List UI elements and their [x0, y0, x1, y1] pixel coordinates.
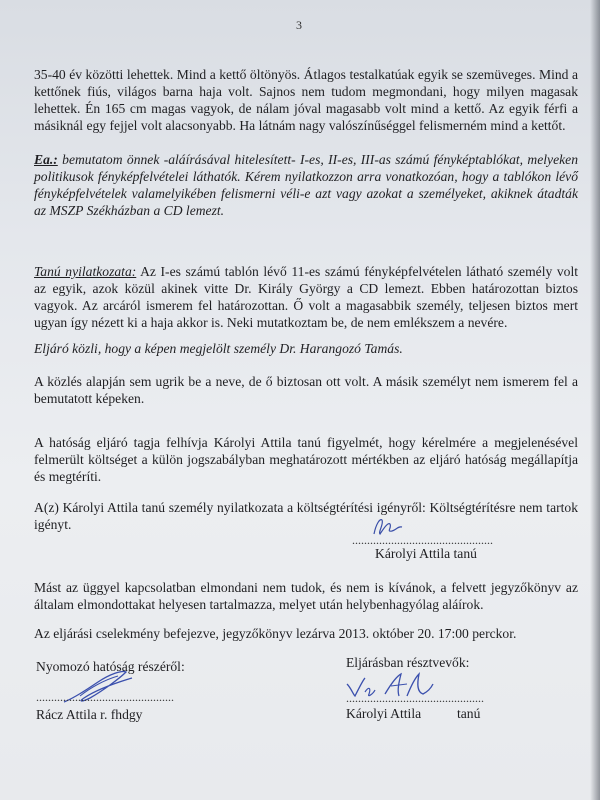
participants-heading: Eljárásban résztvevők:	[346, 655, 470, 670]
authority-heading: Nyomozó hatóság részéről:	[36, 659, 185, 674]
paragraph-description: 35-40 év közötti lehettek. Mind a kettő öltönyös. Átlagos testalkatúak egyik se szemüveges. Mind a kettőnek fiús, világos barna haja volt. Sajnos nem tudom megmondani, hogy milyen magasak lehettek. Én 165 cm magas vagyok, de nálam jóval magasabb volt mind a kettő. Az egyik férfi a másiknál egy fejjel volt alacsonyabb. Ha látnám nagy valószínűséggel felismerném mind a kettőt.	[34, 67, 578, 133]
paragraph-ea-question	[34, 151, 578, 219]
paragraph-witness-statement	[34, 263, 578, 331]
officer-name: Rácz Attila r. fhdgy	[36, 707, 143, 722]
paragraph-closing-statement: Mást az üggyel kapcsolatban elmondani nem tudok, és nem is kívánok, a felvett jegyzőkönyv az általam elmondottakat helyesen tartalmazza, melyet után helybenhagyólag aláírok.	[34, 580, 578, 612]
witness-name: Károlyi Attila tanú	[375, 546, 477, 561]
witness-statement-text: Az I-es számú tablón lévő 11-es számú fényképfelvételen látható személy volt az egyik, azok közül akinek vitte Dr. Király György a CD lemezt. Ebben határozottan biztos vagyok. Az arcáról ismerem fel határozottan. Ő volt a magasabbik személy, teljesen biztos mert ugyan így nézett ki a haja akkor is. Neki mutatkoztam be, de nem emlékszem a nevére.	[34, 264, 578, 330]
participant-signature-line: ..............................................	[346, 691, 484, 705]
ea-text: bemutatom önnek -aláírásával hitelesített- I-es, II-es, III-as számú fényképtablókat, melyeken politikusok fényképfelvételei láthatók. Kérem nyilatkozzon arra vonatkozóan, hogy a tablókon lévő fényképfelvételek valamelyikében felismerni véli-e azt vagy azokat a személyeket, akiknek átadták az MSZP Székházban a CD lemezt.	[34, 152, 578, 218]
participant-role: tanú	[457, 706, 481, 721]
paragraph-cost-declaration: A(z) Károlyi Attila tanú személy nyilatkozata a költségtérítési igényről: Költségtérítésre nem tartok igényt.	[34, 500, 578, 532]
witness-statement-label: Tanú nyilatkozata:	[34, 264, 137, 279]
ea-label: Ea.:	[34, 152, 58, 167]
participant-name: Károlyi Attila	[346, 706, 422, 721]
page-number: 3	[296, 18, 302, 32]
paragraph-closure-time: Az eljárási cselekmény befejezve, jegyzőkönyv lezárva 2013. október 20. 17:00 perckor.	[34, 626, 517, 641]
paragraph-cost-notice: A hatóság eljáró tagja felhívja Károlyi Attila tanú figyelmét, hogy kérelmére a megjelenésével felmerült költséget a külön jogszabályban meghatározott mértékben az eljáró hatóság megállapítja és megtéríti.	[34, 435, 578, 484]
officer-signature-line: ..............................................	[36, 690, 174, 704]
paragraph-official-notice: Eljáró közli, hogy a képen megjelölt személy Dr. Harangozó Tamás.	[34, 341, 403, 356]
paragraph-witness-reply: A közlés alapján sem ugrik be a neve, de ő biztosan ott volt. A másik személyt nem ismerem fel a bemutatott képeken.	[34, 374, 578, 406]
witness-signature-line: ...............................................	[352, 533, 493, 547]
